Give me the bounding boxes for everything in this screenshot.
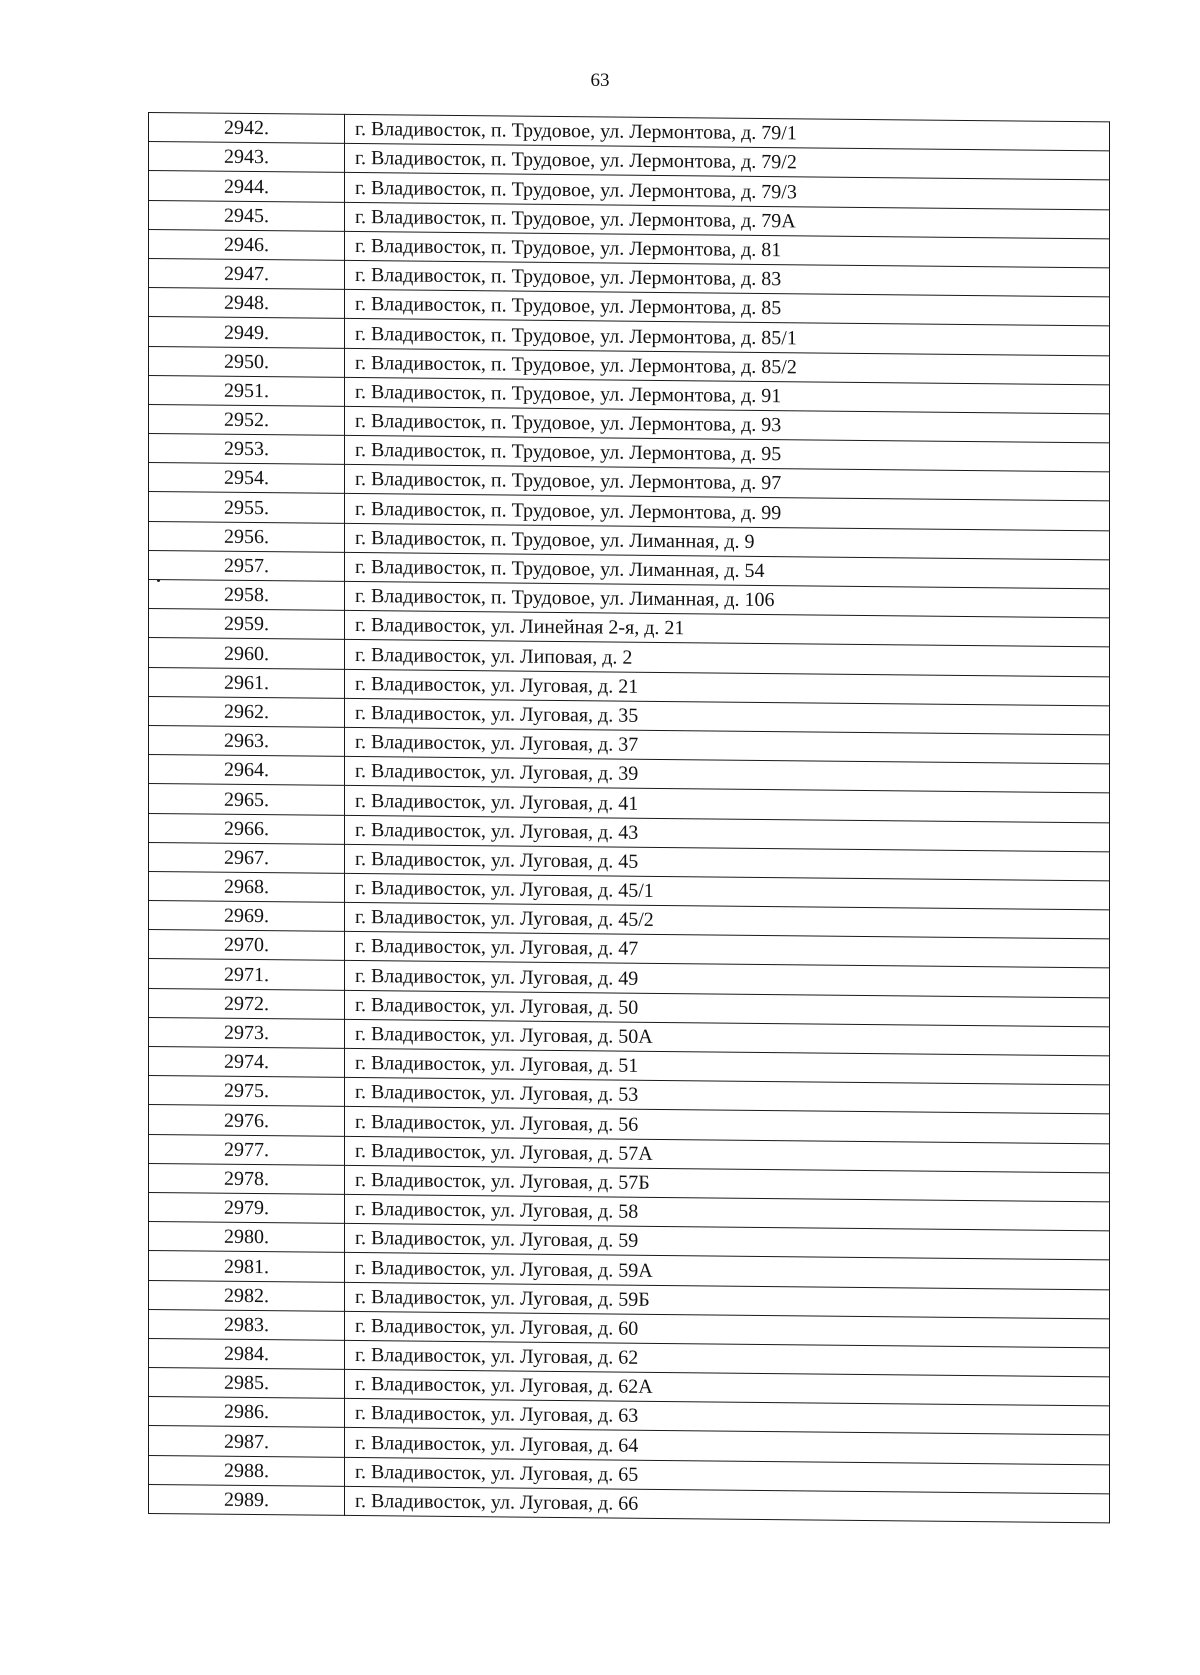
address-cell: г. Владивосток, ул. Луговая, д. 58: [345, 1194, 1110, 1231]
row-number-cell: 2958.: [149, 580, 345, 611]
address-cell: г. Владивосток, п. Трудовое, ул. Лермонтова, д. 85: [345, 290, 1110, 327]
address-cell: г. Владивосток, ул. Луговая, д. 39: [345, 757, 1110, 794]
row-number-cell: 2964.: [149, 755, 345, 786]
address-cell: г. Владивосток, ул. Луговая, д. 47: [345, 932, 1110, 969]
address-cell: г. Владивосток, п. Трудовое, ул. Лермонтова, д. 79/1: [345, 114, 1110, 151]
address-cell: г. Владивосток, ул. Луговая, д. 35: [345, 698, 1110, 735]
row-number-cell: 2959.: [149, 609, 345, 640]
row-number-cell: 2949.: [149, 317, 345, 348]
address-cell: г. Владивосток, п. Трудовое, ул. Лермонтова, д. 93: [345, 406, 1110, 443]
address-cell: г. Владивосток, ул. Луговая, д. 41: [345, 786, 1110, 823]
row-number-cell: 2947.: [149, 258, 345, 289]
address-cell: г. Владивосток, п. Трудовое, ул. Лермонтова, д. 85/1: [345, 319, 1110, 356]
row-number-cell: 2983.: [149, 1309, 345, 1340]
row-number-cell: 2956.: [149, 521, 345, 552]
address-cell: г. Владивосток, ул. Луговая, д. 65: [345, 1457, 1110, 1494]
row-number-cell: 2975.: [149, 1076, 345, 1107]
address-cell: г. Владивосток, ул. Луговая, д. 63: [345, 1399, 1110, 1436]
address-cell: г. Владивосток, ул. Луговая, д. 37: [345, 727, 1110, 764]
row-number-cell: 2986.: [149, 1397, 345, 1428]
row-number-cell: 2966.: [149, 813, 345, 844]
address-cell: г. Владивосток, п. Трудовое, ул. Лермонтова, д. 91: [345, 377, 1110, 414]
row-number-cell: 2989.: [149, 1484, 345, 1515]
address-cell: г. Владивосток, п. Трудовое, ул. Лермонтова, д. 85/2: [345, 348, 1110, 385]
address-cell: г. Владивосток, ул. Луговая, д. 50: [345, 990, 1110, 1027]
page-number: 63: [590, 70, 610, 91]
row-number-cell: 2980.: [149, 1222, 345, 1253]
row-number-cell: 2988.: [149, 1455, 345, 1486]
address-cell: г. Владивосток, ул. Луговая, д. 45/2: [345, 902, 1110, 939]
row-number-cell: 2950.: [149, 346, 345, 377]
row-number-cell: 2969.: [149, 901, 345, 932]
row-number-cell: 2960.: [149, 638, 345, 669]
address-cell: г. Владивосток, ул. Луговая, д. 57А: [345, 1136, 1110, 1173]
address-cell: г. Владивосток, п. Трудовое, ул. Лиманная, д. 9: [345, 523, 1110, 560]
row-number-cell: 2951.: [149, 375, 345, 406]
row-number-cell: 2945.: [149, 200, 345, 231]
row-number-cell: 2972.: [149, 988, 345, 1019]
row-number-cell: 2968.: [149, 871, 345, 902]
address-cell: г. Владивосток, ул. Луговая, д. 21: [345, 669, 1110, 706]
address-cell: г. Владивосток, ул. Луговая, д. 43: [345, 815, 1110, 852]
address-cell: г. Владивосток, ул. Луговая, д. 49: [345, 961, 1110, 998]
address-cell: г. Владивосток, ул. Луговая, д. 45/1: [345, 873, 1110, 910]
address-cell: г. Владивосток, ул. Луговая, д. 51: [345, 1048, 1110, 1085]
row-number-cell: 2974.: [149, 1047, 345, 1078]
row-number-cell: 2967.: [149, 842, 345, 873]
row-number-cell: 2946.: [149, 229, 345, 260]
address-cell: г. Владивосток, п. Трудовое, ул. Лермонтова, д. 83: [345, 260, 1110, 297]
row-number-cell: 2944.: [149, 171, 345, 202]
address-cell: г. Владивосток, ул. Липовая, д. 2: [345, 640, 1110, 677]
address-cell: г. Владивосток, п. Трудовое, ул. Лиманная, д. 106: [345, 581, 1110, 618]
address-cell: г. Владивосток, ул. Линейная 2-я, д. 21: [345, 611, 1110, 648]
row-number-cell: 2977.: [149, 1134, 345, 1165]
address-cell: г. Владивосток, ул. Луговая, д. 45: [345, 844, 1110, 881]
address-cell: г. Владивосток, ул. Луговая, д. 53: [345, 1078, 1110, 1115]
row-number-cell: 2984.: [149, 1338, 345, 1369]
address-cell: г. Владивосток, ул. Луговая, д. 50А: [345, 1019, 1110, 1056]
row-number-cell: 2963.: [149, 725, 345, 756]
address-cell: г. Владивосток, ул. Луговая, д. 60: [345, 1311, 1110, 1348]
address-cell: г. Владивосток, ул. Луговая, д. 57Б: [345, 1165, 1110, 1202]
address-cell: г. Владивосток, п. Трудовое, ул. Лермонтова, д. 99: [345, 494, 1110, 531]
row-number-cell: 2978.: [149, 1163, 345, 1194]
row-number-cell: 2979.: [149, 1192, 345, 1223]
address-cell: г. Владивосток, п. Трудовое, ул. Лермонтова, д. 79/2: [345, 144, 1110, 181]
address-cell: г. Владивосток, ул. Луговая, д. 62А: [345, 1369, 1110, 1406]
address-cell: г. Владивосток, п. Трудовое, ул. Лермонтова, д. 95: [345, 435, 1110, 472]
row-number-cell: 2982.: [149, 1280, 345, 1311]
row-number-cell: 2952.: [149, 404, 345, 435]
address-cell: г. Владивосток, ул. Луговая, д. 59А: [345, 1253, 1110, 1290]
row-number-cell: 2943.: [149, 142, 345, 173]
address-cell: г. Владивосток, ул. Луговая, д. 59: [345, 1224, 1110, 1261]
address-cell: г. Владивосток, ул. Луговая, д. 64: [345, 1428, 1110, 1465]
address-cell: г. Владивосток, п. Трудовое, ул. Лермонтова, д. 79/3: [345, 173, 1110, 210]
row-number-cell: 2961.: [149, 667, 345, 698]
row-number-cell: 2976.: [149, 1105, 345, 1136]
address-table-body: [149, 113, 1110, 1523]
row-number-cell: 2955.: [149, 492, 345, 523]
address-cell: г. Владивосток, п. Трудовое, ул. Лермонтова, д. 79А: [345, 202, 1110, 239]
row-number-cell: 2965.: [149, 784, 345, 815]
row-number-cell: 2973.: [149, 1017, 345, 1048]
row-number-cell: 2970.: [149, 930, 345, 961]
row-number-cell: 2942.: [149, 113, 345, 144]
row-number-cell: 2953.: [149, 434, 345, 465]
row-number-cell: 2971.: [149, 959, 345, 990]
address-cell: г. Владивосток, п. Трудовое, ул. Лермонтова, д. 81: [345, 231, 1110, 268]
row-number-cell: 2954.: [149, 463, 345, 494]
address-cell: г. Владивосток, ул. Луговая, д. 62: [345, 1340, 1110, 1377]
row-number-cell: 2962.: [149, 696, 345, 727]
row-number-cell: 2987.: [149, 1426, 345, 1457]
address-cell: г. Владивосток, ул. Луговая, д. 66: [345, 1486, 1110, 1523]
address-cell: г. Владивосток, ул. Луговая, д. 56: [345, 1107, 1110, 1144]
address-table: [148, 112, 1110, 1523]
address-cell: г. Владивосток, ул. Луговая, д. 59Б: [345, 1282, 1110, 1319]
row-number-cell: 2948.: [149, 288, 345, 319]
row-number-cell: 2981.: [149, 1251, 345, 1282]
row-number-cell: 2985.: [149, 1368, 345, 1399]
address-cell: г. Владивосток, п. Трудовое, ул. Лермонтова, д. 97: [345, 465, 1110, 502]
scan-dot-mark: [157, 579, 160, 582]
row-number-cell: 2957.: [149, 550, 345, 581]
address-cell: г. Владивосток, п. Трудовое, ул. Лиманная, д. 54: [345, 552, 1110, 589]
